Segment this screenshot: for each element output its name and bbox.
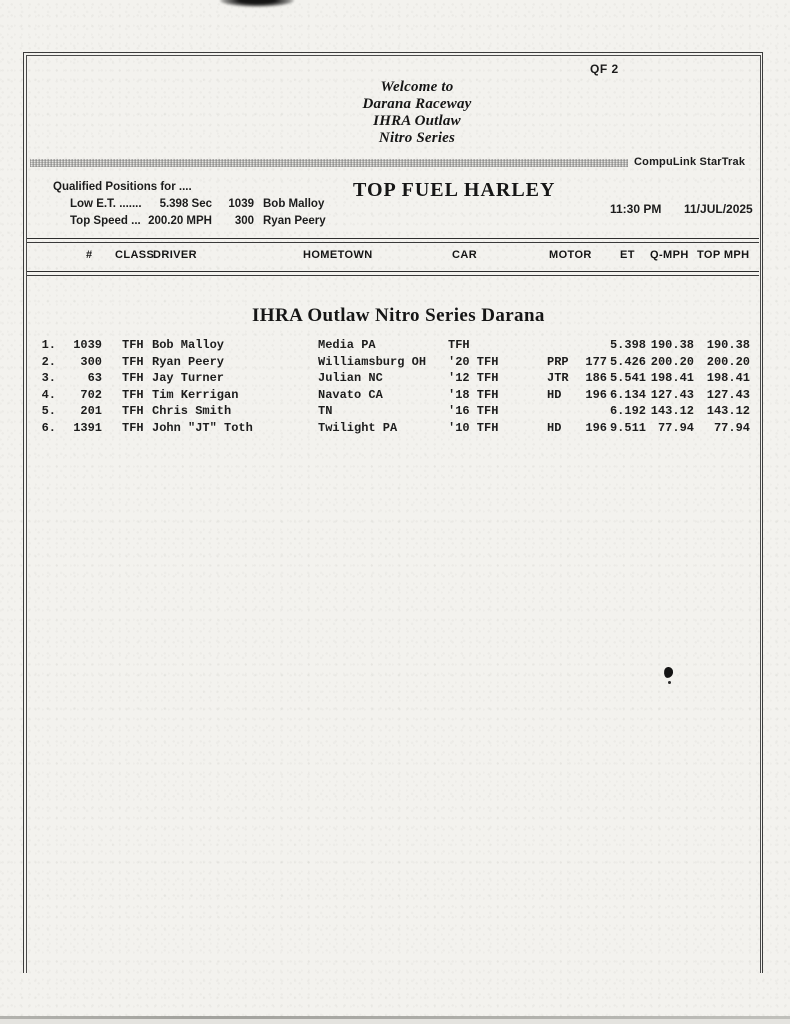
- row-motor-number: 196: [585, 420, 607, 435]
- row-position: 6.: [41, 420, 56, 435]
- row-motor: PRP: [547, 354, 569, 369]
- row-car-number: 1039: [73, 338, 102, 352]
- row-class: TFH: [122, 354, 144, 369]
- low-et-label: Low E.T. .......: [70, 198, 142, 210]
- row-class: TFH: [122, 420, 144, 435]
- row-car-number: 300: [80, 354, 102, 369]
- row-position: 3.: [41, 371, 56, 386]
- top-speed-value: 200.20 MPH: [148, 215, 212, 227]
- col-header-et: ET: [620, 249, 635, 261]
- table-row: [0, 388, 790, 405]
- top-speed-label: Top Speed ...: [70, 215, 141, 227]
- row-class: TFH: [122, 371, 144, 386]
- row-et: 6.134: [609, 387, 646, 402]
- row-car: TFH: [448, 338, 470, 352]
- col-header-qmph: Q-MPH: [650, 249, 689, 261]
- row-et: 9.511: [609, 420, 646, 435]
- row-qualifying-mph: 77.94: [657, 420, 694, 435]
- row-motor: JTR: [547, 371, 569, 386]
- row-qualifying-mph: 198.41: [650, 371, 694, 386]
- row-top-mph: 77.94: [713, 420, 750, 435]
- row-qualifying-mph: 190.38: [650, 338, 694, 352]
- row-car-number: 201: [80, 404, 102, 419]
- col-header-class: CLASS: [115, 249, 155, 261]
- welcome-block: [338, 79, 496, 147]
- top-speed-car-number: 300: [234, 215, 254, 227]
- top-speed-driver: Ryan Peery: [263, 215, 326, 227]
- row-class: TFH: [122, 404, 144, 419]
- low-et-car-number: 1039: [228, 198, 254, 210]
- row-hometown: Twilight PA: [318, 420, 398, 435]
- welcome-line-4: Nitro Series: [378, 130, 456, 146]
- row-qualifying-mph: 143.12: [650, 404, 694, 419]
- row-driver: John "JT" Toth: [152, 420, 253, 435]
- table-row: [0, 421, 790, 438]
- row-motor-number: 196: [585, 387, 607, 402]
- col-header-car: CAR: [452, 249, 478, 261]
- row-car: '20 TFH: [448, 354, 499, 369]
- row-et: 5.426: [609, 354, 646, 369]
- col-header-hometown: HOMETOWN: [303, 249, 373, 261]
- row-et: 6.192: [609, 404, 646, 419]
- table-row: [0, 371, 790, 388]
- row-et: 5.398: [609, 338, 646, 352]
- row-position: 5.: [41, 404, 56, 419]
- welcome-line-1: Welcome to: [380, 79, 454, 95]
- row-car: '18 TFH: [448, 387, 499, 402]
- col-header-position: #: [86, 249, 93, 261]
- header-rule-top: [27, 238, 759, 243]
- row-class: TFH: [122, 338, 144, 352]
- row-motor-number: 186: [585, 371, 607, 386]
- event-title: TOP FUEL HARLEY: [353, 179, 556, 201]
- row-motor: HD: [547, 387, 562, 402]
- scan-bottom-margin: [0, 1019, 790, 1024]
- row-motor: HD: [547, 420, 562, 435]
- row-qualifying-mph: 127.43: [650, 387, 694, 402]
- print-time: 11:30 PM: [610, 202, 662, 216]
- row-position: 4.: [41, 387, 56, 402]
- row-driver: Chris Smith: [152, 404, 232, 419]
- row-top-mph: 127.43: [706, 387, 750, 402]
- ink-dot-artifact: [668, 681, 671, 684]
- qualified-positions-title: Qualified Positions for ....: [53, 181, 192, 193]
- low-et-driver: Bob Malloy: [263, 198, 325, 210]
- row-top-mph: 200.20: [706, 354, 750, 369]
- row-hometown: Julian NC: [318, 371, 383, 386]
- row-top-mph: 190.38: [706, 338, 750, 352]
- series-section-title: IHRA Outlaw Nitro Series Darana: [252, 305, 545, 326]
- welcome-line-2: Darana Raceway: [362, 96, 472, 112]
- row-driver: Tim Kerrigan: [152, 387, 239, 402]
- row-car: '16 TFH: [448, 404, 499, 419]
- table-row: [0, 355, 790, 372]
- row-car-number: 1391: [73, 420, 102, 435]
- col-header-driver: DRIVER: [153, 249, 197, 261]
- session-label: QF 2: [590, 62, 619, 76]
- low-et-value: 5.398 Sec: [159, 198, 212, 210]
- row-hometown: Williamsburg OH: [318, 354, 427, 369]
- row-driver: Bob Malloy: [152, 338, 225, 352]
- row-et: 5.541: [609, 371, 646, 386]
- row-hometown: TN: [318, 404, 333, 419]
- print-date: 11/JUL/2025: [684, 202, 753, 216]
- row-position: 2.: [41, 354, 56, 369]
- row-car: '10 TFH: [448, 420, 499, 435]
- row-top-mph: 143.12: [706, 404, 750, 419]
- header-rule-bottom: [27, 271, 759, 276]
- welcome-line-3: IHRA Outlaw: [373, 113, 461, 129]
- row-car: '12 TFH: [448, 371, 499, 386]
- row-driver: Jay Turner: [152, 371, 225, 386]
- row-driver: Ryan Peery: [152, 354, 225, 369]
- row-position: 1.: [41, 338, 56, 352]
- row-motor-number: 177: [585, 354, 607, 369]
- row-car-number: 63: [87, 371, 102, 386]
- col-header-motor: MOTOR: [549, 249, 592, 261]
- row-car-number: 702: [80, 387, 102, 402]
- col-header-topmph: TOP MPH: [697, 249, 750, 261]
- timing-system-brand: CompuLink StarTrak: [634, 156, 746, 168]
- results-table: [0, 338, 790, 438]
- hatched-separator: [30, 159, 628, 167]
- table-row: [0, 404, 790, 421]
- row-hometown: Navato CA: [318, 387, 383, 402]
- row-top-mph: 198.41: [706, 371, 750, 386]
- scan-smudge-artifact: [220, 0, 294, 7]
- row-qualifying-mph: 200.20: [650, 354, 694, 369]
- table-row: [0, 338, 790, 355]
- row-class: TFH: [122, 387, 144, 402]
- row-hometown: Media PA: [318, 338, 376, 352]
